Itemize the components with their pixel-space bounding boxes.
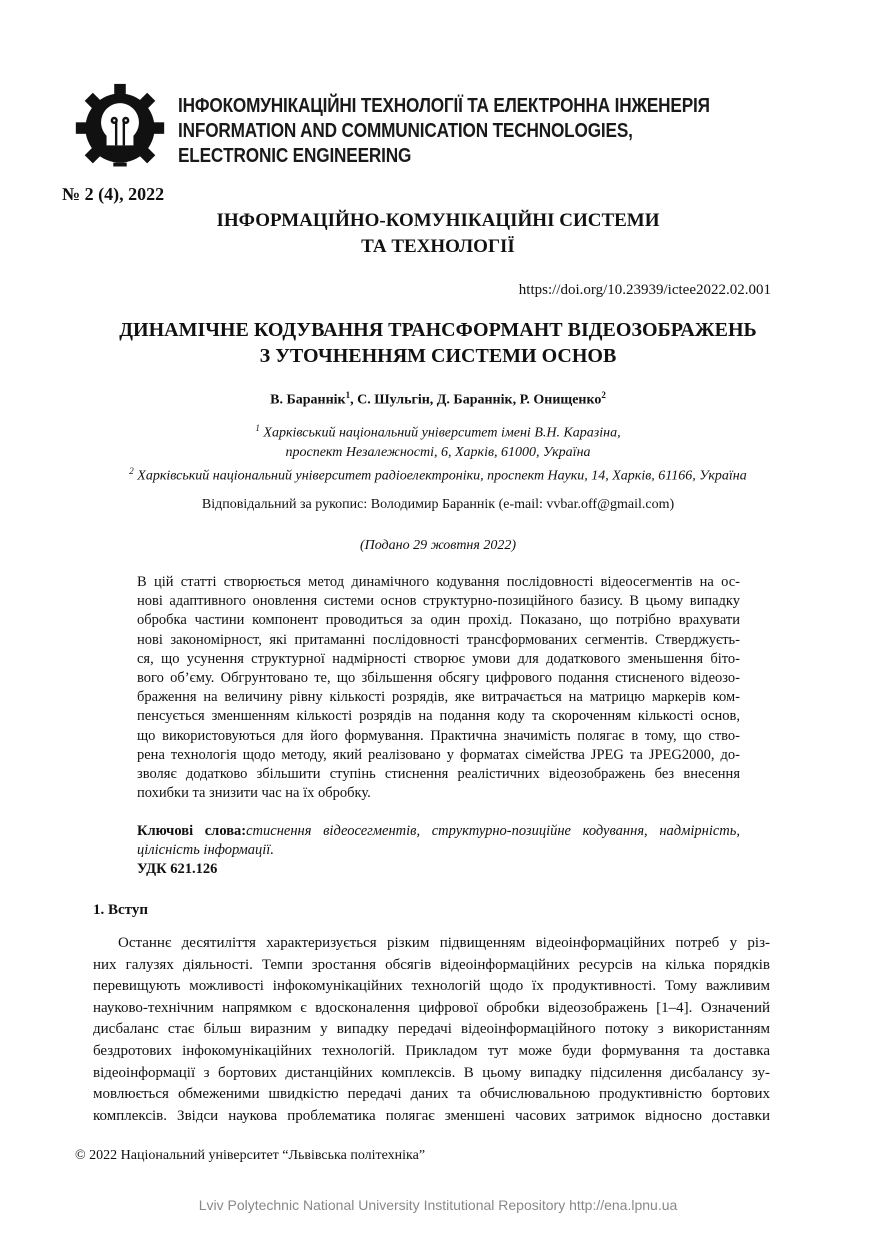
affiliation-mark: 1: [255, 423, 260, 433]
keywords-line2: цілісність інформації.: [137, 842, 274, 858]
journal-name-en-line1: INFORMATION AND COMMUNICATION TECHNOLOGIES,: [178, 120, 633, 142]
article-title-line1: ДИНАМІЧНЕ КОДУВАННЯ ТРАНСФОРМАНТ ВІДЕОЗОБРАЖЕНЬ: [119, 319, 757, 341]
text-line: пенсується зменшенням кількості розрядів на подання коду та скороченням кількості основ,: [137, 708, 740, 725]
article-title-line2: З УТОЧНЕННЯМ СИСТЕМИ ОСНОВ: [259, 345, 617, 367]
keywords-label: Ключові слова:: [137, 823, 247, 839]
text-line: відеоінформації з бортових дистанційних комплексів. В цьому випадку підсилення дисбалансу зу-: [93, 1064, 770, 1081]
keywords: [137, 822, 740, 879]
affiliation-2: Харківський національний університет радіоелектроніки, проспект Науки, 14, Харків, 61166, Україна: [133, 468, 747, 484]
text-line: Останнє десятиліття характеризується різким підвищенням відеоінформаційних потреб у різ-: [118, 935, 770, 951]
text-line: зволяє додатково збільшити ступінь стиснення реалістичних відеозображень без внесення: [137, 766, 740, 783]
copyright: © 2022 Національний університет “Львівська політехніка”: [75, 1148, 426, 1163]
affiliation-mark: 2: [601, 390, 606, 400]
text-line: перевищують можливості інфокомунікаційних технологій щодо їх продуктивності. Тому важливим: [93, 978, 770, 995]
abstract: [137, 573, 740, 803]
text-line: вого об’єму. Обгрунтовано те, що збільшення обсягу цифрового подання стисненого відеозо-: [137, 670, 740, 687]
affiliation-mark: 2: [129, 465, 134, 476]
affiliation-1-address: проспект Незалежності, 6, Харків, 61000, Україна: [285, 444, 591, 460]
text-line: бездротових інфокомунікаційних технологій. Прикладом тут може буди формування та доставка: [93, 1042, 770, 1059]
text-line: дисбаланс стає більш виразним у випадку передачі відеоінформаційного потоку з використанням: [93, 1021, 770, 1038]
text-line: нові адаптивного оновлення системи основ структурно-позиційного базису. В цьому випадку: [137, 593, 740, 610]
text-line: мовлюється обмеженими швидкістю передачі даних та обчислювальною продуктивністю бортових: [93, 1086, 770, 1103]
text-line: похибки та знизити час на їх обробку.: [137, 785, 371, 802]
submitted-date: (Подано 29 жовтня 2022): [359, 538, 517, 553]
journal-name-ua: ІНФОКОМУНІКАЦІЙНІ ТЕХНОЛОГІЇ ТА ЕЛЕКТРОННА ІНЖЕНЕРІЯ: [178, 95, 710, 117]
text-line: комплексів. Звідси наукова проблематика полягає зменшені часових затримок відносно доставки: [93, 1107, 770, 1124]
text-line: що використовуються для його формування. Практична значимість полягає в тому, що ство-: [137, 727, 740, 744]
affiliation-1: Харківський національний університет імені В.Н. Каразіна,: [259, 425, 621, 441]
text-line: браження на величину рівну кількості розрядів, яке витрачається на матрицю маркерів ком-: [137, 689, 740, 706]
corresponding-author: Відповідальний за рукопис: Володимир Бараннік (e-mail: vvbar.off@gmail.com): [201, 497, 675, 512]
other-authors: , С. Шульгін, Д. Бараннік, Р. Онищенко: [350, 392, 602, 408]
journal-logo-gear-bulb-icon: [72, 82, 168, 178]
author-1: В. Бараннік: [270, 392, 346, 408]
authors: [0, 390, 876, 409]
text-line: науково-технічним напрямком є вдосконалення цифрової обробки відеозображень [1–4]. Означений: [93, 999, 770, 1016]
article-title: [0, 317, 876, 369]
text-line: ся, що усунення структурної надмірності створює умови для додаткового зменьшення біто-: [137, 650, 740, 667]
doi-link[interactable]: https://doi.org/10.23939/ictee2022.02.001: [518, 282, 771, 298]
keywords-line1: стиснення відеосегментів, структурно-позиційне кодування, надмірність,: [246, 823, 740, 839]
text-line: рена технологія щодо методу, який реалізовано у форматах сімейства JPEG та JPEG2000, до-: [137, 746, 740, 763]
issue-number: № 2 (4), 2022: [62, 184, 165, 204]
text-line: обробка частини компонент проводиться за один прохід. Показано, що потрібно врахувати: [137, 612, 740, 629]
section-heading-line2: ТА ТЕХНОЛОГІЇ: [361, 236, 515, 257]
repository-footer[interactable]: Lviv Polytechnic National University Institutional Repository http://ena.lpnu.ua: [198, 1197, 678, 1213]
affiliations: [0, 419, 876, 485]
text-line: В цій статті створюється метод динамічного кодування послідовності відеосегментів на ос-: [137, 574, 740, 590]
udc: УДК 621.126: [137, 861, 218, 877]
journal-name-en-line2: ELECTRONIC ENGINEERING: [178, 145, 412, 167]
section-heading-line1: ІНФОРМАЦІЙНО-КОМУНІКАЦІЙНІ СИСТЕМИ: [216, 210, 660, 231]
section-heading-introduction: 1. Вступ: [93, 902, 148, 918]
text-line: них галузях діяльності. Темпи зростання обсягів відеоінформаційних ресурсів на кілька порядків: [93, 956, 770, 973]
section-heading: [0, 208, 876, 260]
text-line: нові закономірност, які притаманні послідовності трансформованих сегментів. Стверджуєть-: [137, 631, 740, 648]
affiliation-mark: 1: [345, 390, 351, 400]
introduction-text: [93, 933, 770, 1127]
